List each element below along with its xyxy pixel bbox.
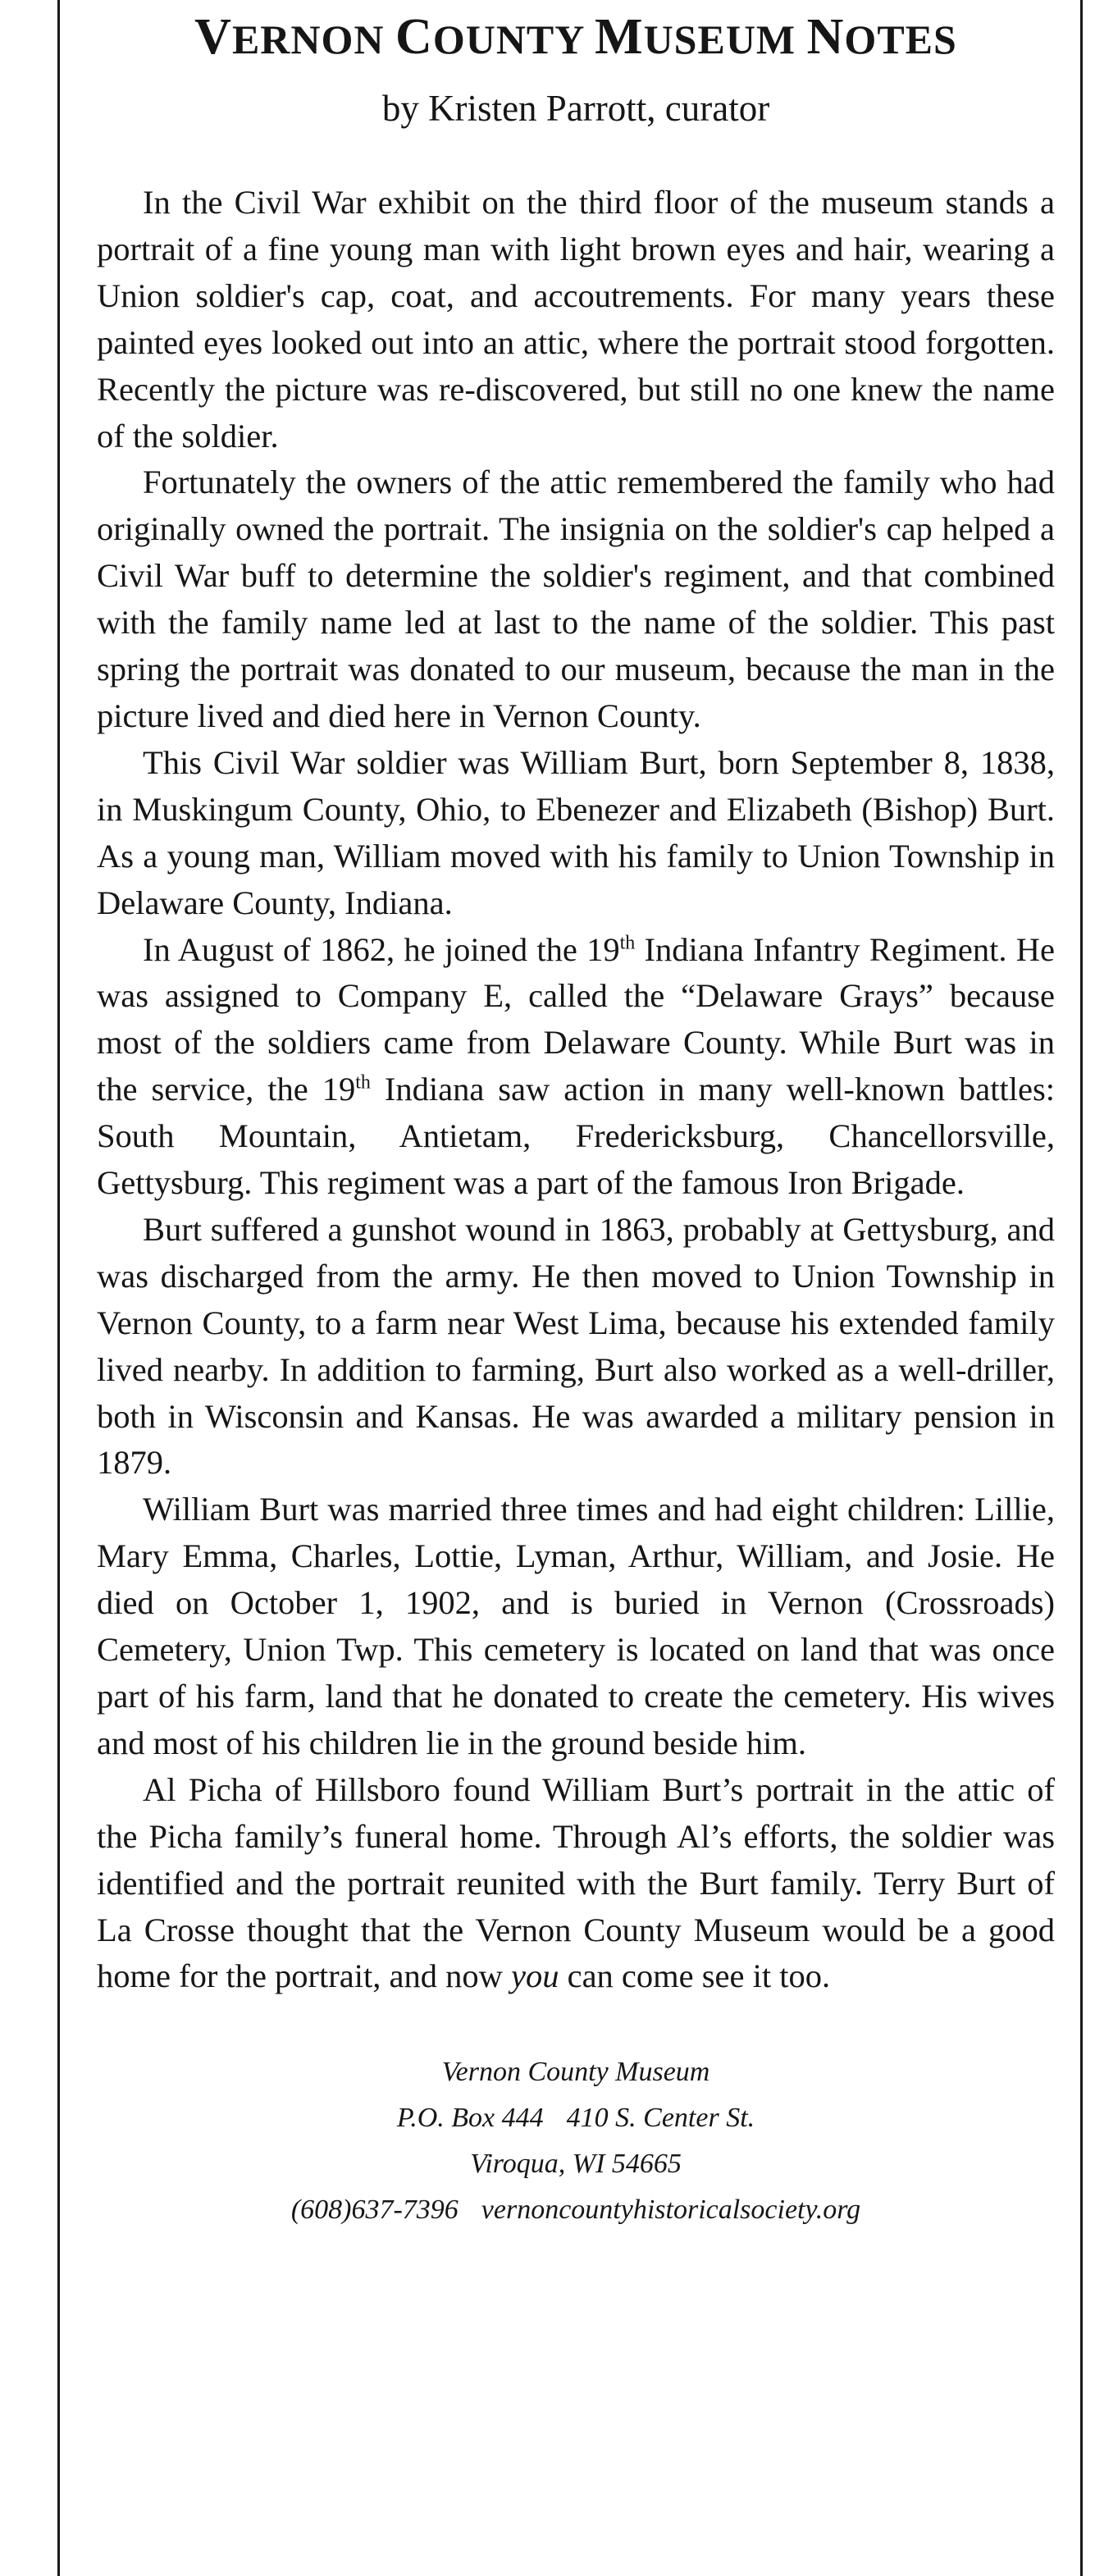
museum-name: Vernon County Museum — [441, 2057, 710, 2088]
article-paragraph-6: William Burt was married three times and had eight children: Lillie, Mary Emma, Charles, Lottie, Lyman, Arthur, William, and Josie. He died on October 1, 1902, and is buried in Vernon (Crossroads) Cemetery, Union Twp. This cemetery is located on land that was once part of his farm, land that he donated to create the cemetery. His wives and most of his children lie in the ground beside him. — [97, 1491, 1055, 1761]
article-paragraph-4 — [97, 927, 1055, 1207]
newsletter-column — [97, 0, 1055, 2233]
article-paragraph-1: In the Civil War exhibit on the third floor of the museum stands a portrait of a fine young man with light brown eyes and hair, wearing a Union soldier's cap, coat, and accoutrements. For many years these painted eyes looked out into an attic, where the portrait stood forgotten. Recently the picture was re-discovered, but still no one knew the name of the soldier. — [97, 184, 1055, 454]
article-paragraph-3: This Civil War soldier was William Burt, born September 8, 1838, in Muskingum County, Ohio, to Ebenezer and Elizabeth (Bishop) Burt. As a young man, William moved with his family to Union Township in Delaware County, Indiana. — [97, 743, 1055, 921]
article-paragraph-5: Burt suffered a gunshot wound in 1863, probably at Gettysburg, and was discharged from the army. He then moved to Union Township in Vernon County, to a farm near West Lima, because his extended family lived nearby. In addition to farming, Burt also worked as a well-driller, both in Wisconsin and Kansas. He was awarded a military pension in 1879. — [97, 1210, 1055, 1482]
emphasis-you: you — [510, 1957, 559, 1995]
right-column-rule — [1080, 0, 1083, 2576]
paragraph-7-text-a: Al Picha of Hillsboro found William Burt’s portrait in the attic of the Picha family’s funeral home. Through Al’s efforts, the soldier was identified and the portrait reunited with the Burt family. Terry Burt of La Crosse thought that the Vernon County Museum would be a good home for the portrait, and now — [97, 1770, 1055, 1995]
ordinal-suffix: th — [355, 1071, 371, 1094]
paragraph-4-text-c: Indiana saw action in many well-known battles: South Mountain, Antietam, Fredericksburg, Chancellorsville, Gettysburg. This regiment was a part of the famous Iron Brigade. — [97, 1071, 1056, 1202]
mailing-address-line — [97, 2095, 1055, 2141]
paragraph-4-text-b: Indiana Infantry Regiment. He was assigned to Company E, called the “Delaware Grays” because most of the soldiers came from Delaware County. While Burt was in the service, the 19 — [97, 930, 1056, 1108]
paragraph-4-text-a: In August of 1862, he joined the 19 — [143, 930, 620, 968]
paragraph-7-text-b: can come see it too. — [559, 1957, 831, 1995]
ordinal-suffix: th — [619, 932, 636, 953]
website: vernoncountyhistoricalsociety.org — [481, 2195, 861, 2226]
phone-web-line — [97, 2187, 1055, 2233]
phone-number: (608)637-7396 — [290, 2195, 459, 2226]
left-column-rule — [57, 0, 60, 2576]
article-paragraph-2: Fortunately the owners of the attic remembered the family who had originally owned the portrait. The insignia on the soldier's cap helped a Civil War buff to determine the soldier's regiment, and that combined with the family name led at last to the name of the soldier. This past spring the portrait was donated to our museum, because the man in the picture lived and died here in Vernon County. — [97, 464, 1055, 734]
contact-block — [97, 2049, 1055, 2233]
city-state-zip: Viroqua, WI 54665 — [470, 2149, 682, 2180]
street-address: 410 S. Center St. — [566, 2103, 755, 2134]
byline: by Kristen Parrott, curator — [381, 88, 770, 129]
article-paragraph-7 — [97, 1767, 1055, 2001]
page-title: VERNON COUNTY MUSEUM NOTES — [194, 9, 957, 65]
po-box: P.O. Box 444 — [396, 2103, 544, 2134]
